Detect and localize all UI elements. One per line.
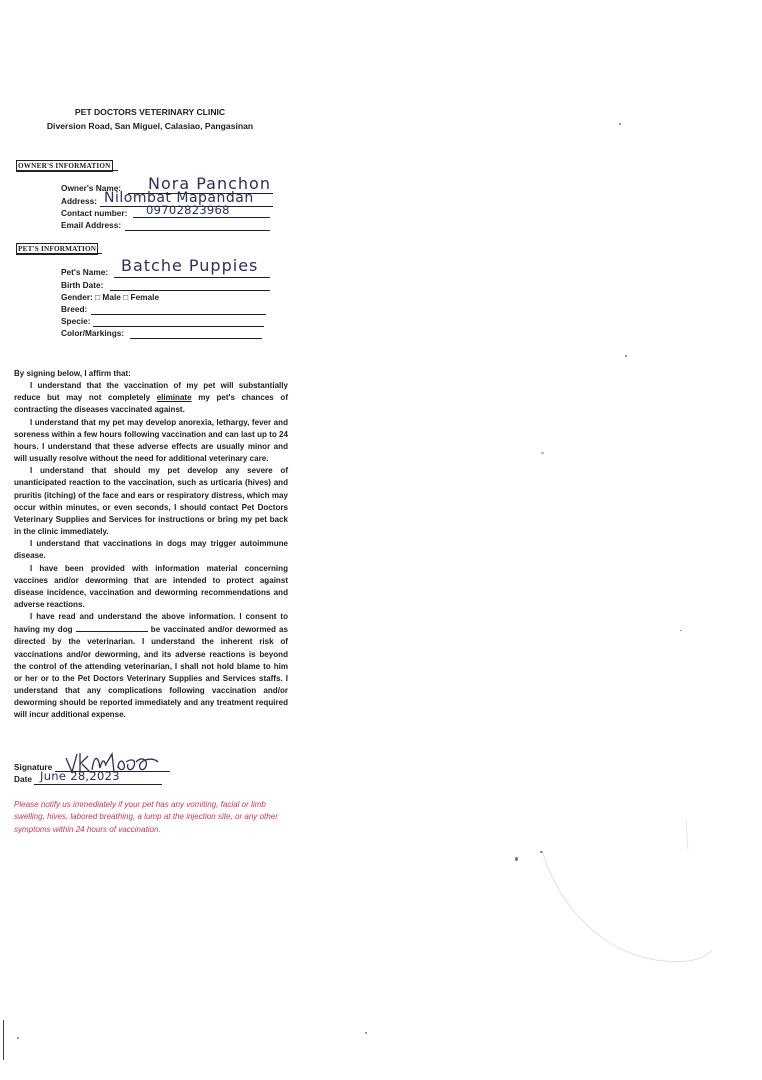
- consent-paragraph-6: [14, 611, 288, 721]
- faint-scan-artifact: [536, 810, 716, 970]
- breed-label: Breed:: [61, 304, 88, 314]
- consent-paragraph-1: [14, 380, 288, 416]
- pet-section-divider: [16, 253, 102, 254]
- clinic-address: Diversion Road, San Miguel, Calasiao, Pangasinan: [46, 121, 254, 131]
- dog-name-blank: [76, 623, 148, 632]
- owner-address-label: Address:: [61, 196, 97, 206]
- date-label: Date: [14, 774, 32, 784]
- email-label: Email Address:: [61, 220, 122, 230]
- consent-statement: [14, 368, 288, 722]
- post-vaccination-notice: Please notify us immediately if your pet has any vomiting, facial or limb swelling, hives, labored breathing, a lump at the injection site, or any other symptoms within 24 hours of vaccination.: [14, 800, 278, 834]
- pet-name-line: [114, 277, 270, 278]
- contact-number-line: [133, 217, 270, 218]
- scan-speck: [541, 452, 544, 454]
- pet-name-label: Pet's Name:: [61, 267, 109, 277]
- pet-section-title: PET'S INFORMATION: [18, 245, 97, 253]
- consent-paragraph-2: I understand that my pet may develop anorexia, lethargy, fever and soreness within a few hours following vaccination and can last up to 24 hours. I understand that these adverse effects are usually minor and will usually resolve without the need for additional veterinary care.: [14, 417, 288, 464]
- owner-section-title: OWNER'S INFORMATION: [18, 162, 111, 170]
- consent-paragraph-5: I have been provided with information material concerning vaccines and/or deworming that are intended to protect against disease incidence, vaccination and deworming recommendations and adverse reactions.: [14, 563, 288, 609]
- consent-p6-text-end: be vaccinated and/or dewormed as directed by the veterinarian. I understand the inherent risk of vaccinations and/or deworming, and its adverse reactions is beyond the control of the attending veterinarian, I shall not hold blame to him or her or to the Pet Doctors Veterinary Supplies and Services staffs. I understand that any complications following vaccination and/or deworming should be reported immediately and any treatment required will incur additional expense.: [14, 625, 288, 720]
- date-value: June 28,2023: [40, 769, 120, 783]
- birth-date-label: Birth Date:: [61, 280, 104, 290]
- scan-edge-mark: [3, 1020, 4, 1060]
- scan-speck: [680, 630, 682, 631]
- consent-p1-text: I understand that the vaccination of my pet will substantially reduce but may not completely: [14, 381, 288, 403]
- birth-date-line: [110, 290, 270, 291]
- specie-label: Specie:: [61, 316, 91, 326]
- owner-name-value: Nora Panchon: [148, 174, 271, 193]
- consent-paragraph-4: I understand that vaccinations in dogs may trigger autoimmune disease.: [14, 539, 288, 561]
- clinic-name: PET DOCTORS VETERINARY CLINIC: [74, 107, 226, 117]
- consent-lead: By signing below, I affirm that:: [14, 369, 131, 378]
- scan-speck: [619, 123, 621, 125]
- gender-label: Gender: □ Male □ Female: [61, 292, 160, 302]
- pet-name-value: Batche Puppies: [121, 256, 259, 275]
- color-markings-line: [130, 338, 262, 339]
- date-line: [34, 784, 162, 785]
- email-line: [125, 230, 270, 231]
- scan-speck: [365, 1032, 367, 1034]
- contact-number-value: 09702823968: [146, 203, 230, 217]
- owner-name-label: Owner's Name:: [61, 183, 122, 193]
- eliminate-emphasis: eliminate: [156, 393, 192, 403]
- specie-line: [93, 326, 264, 327]
- contact-number-label: Contact number:: [61, 208, 128, 218]
- breed-line: [91, 314, 266, 315]
- consent-paragraph-3: I understand that should my pet develop any severe of unanticipated reaction to the vaccination, such as urticaria (hives) and pruritis (itching) of the face and ears or respiratory distress, which may occur within minutes, or even seconds, I should contact Pet Doctors Veterinary Supplies and Services for instructions or bring my pet back in the clinic immediately.: [14, 466, 288, 537]
- consent-p1-text-end: my pet's chances of contracting the diseases vaccinated against.: [14, 393, 288, 415]
- color-markings-label: Color/Markings:: [61, 328, 125, 338]
- owner-address-value: Nilombat Mapandan: [104, 190, 254, 206]
- consent-p6-text: I have read and understand the above information. I consent to having my dog: [14, 612, 288, 635]
- signature-label: Signature: [14, 762, 53, 772]
- scan-speck: [515, 857, 518, 861]
- scan-speck: [17, 1037, 19, 1039]
- scan-speck: [625, 355, 627, 357]
- owner-section-divider: [16, 170, 118, 171]
